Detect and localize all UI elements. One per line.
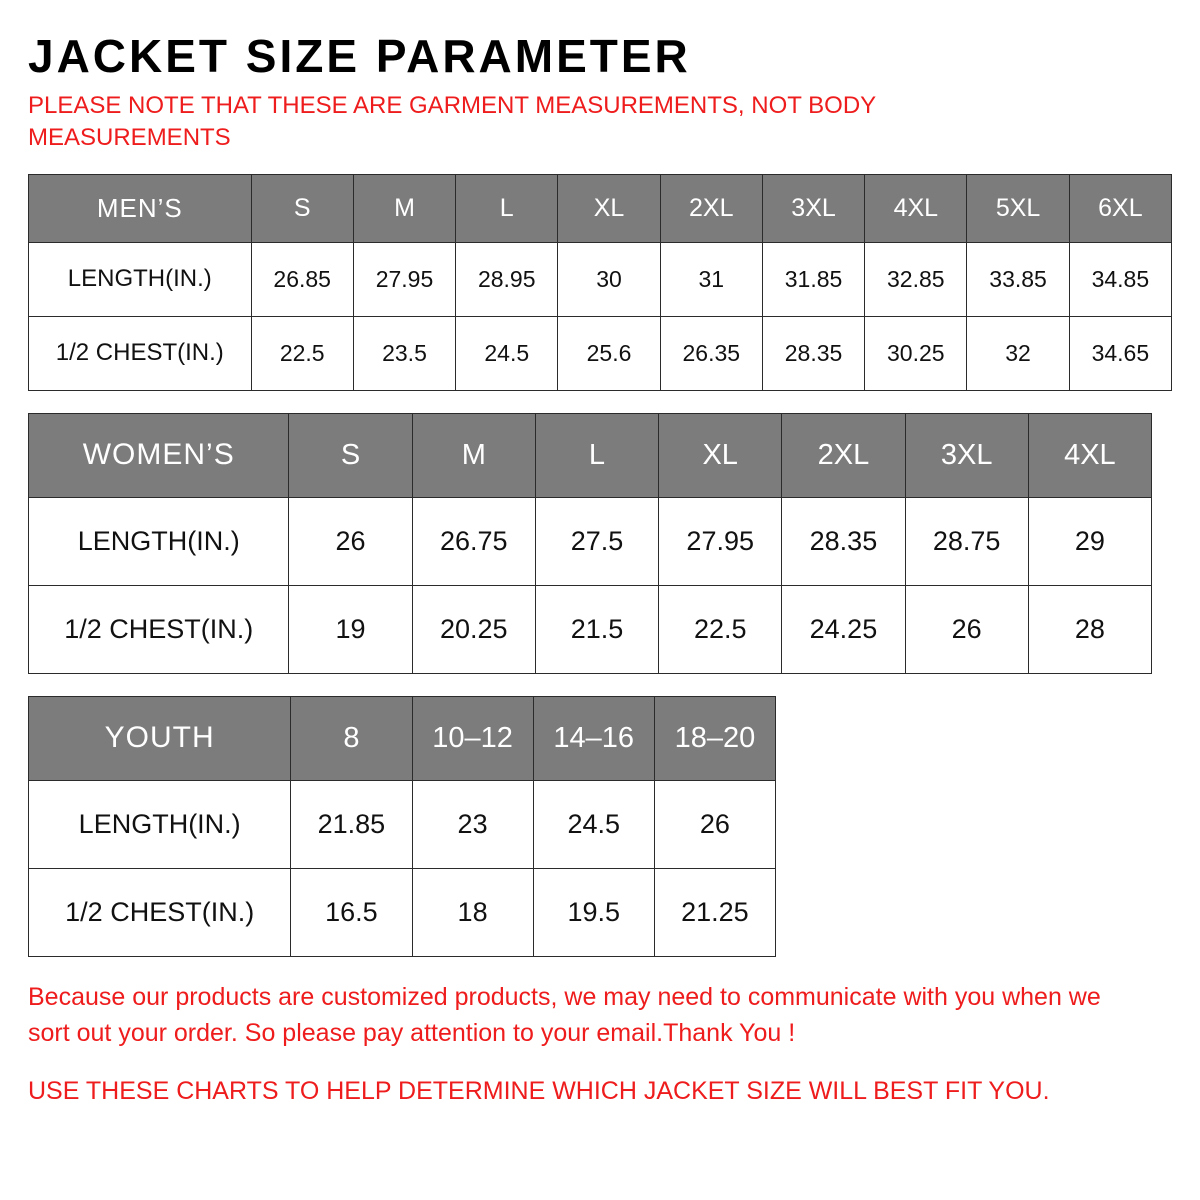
- womens-size-table: [28, 413, 1152, 674]
- measurement-note: PLEASE NOTE THAT THESE ARE GARMENT MEASUREMENTS, NOT BODY MEASUREMENTS: [28, 92, 876, 151]
- column-header-size: 4XL: [1028, 413, 1151, 497]
- table-cell: 30: [558, 242, 660, 316]
- row-label: 1/2 CHEST(IN.): [29, 316, 252, 390]
- row-label: LENGTH(IN.): [29, 780, 291, 868]
- table-cell: 28.35: [782, 497, 905, 585]
- column-header-size: L: [535, 413, 658, 497]
- table-row: [29, 868, 776, 956]
- table-cell: 26.85: [251, 242, 353, 316]
- column-header-size: 8: [291, 696, 412, 780]
- table-cell: 28.35: [762, 316, 864, 390]
- column-header-size: S: [251, 174, 353, 242]
- table-cell: 27.5: [535, 497, 658, 585]
- table-cell: 22.5: [251, 316, 353, 390]
- table-cell: 24.25: [782, 585, 905, 673]
- column-header-size: XL: [558, 174, 660, 242]
- column-header-size: 5XL: [967, 174, 1069, 242]
- table-cell: 24.5: [533, 780, 654, 868]
- column-header-size: 6XL: [1069, 174, 1171, 242]
- table-cell: 19.5: [533, 868, 654, 956]
- table-cell: 34.85: [1069, 242, 1171, 316]
- mens-header-label: MEN’S: [29, 174, 252, 242]
- table-row: [29, 242, 1172, 316]
- table-row: [29, 585, 1152, 673]
- column-header-size: 3XL: [762, 174, 864, 242]
- column-header-size: 18–20: [654, 696, 775, 780]
- table-cell: 32: [967, 316, 1069, 390]
- column-header-size: L: [456, 174, 558, 242]
- column-header-size: XL: [659, 413, 782, 497]
- table-cell: 26.75: [412, 497, 535, 585]
- column-header-size: 3XL: [905, 413, 1028, 497]
- table-cell: 34.65: [1069, 316, 1171, 390]
- table-cell: 23: [412, 780, 533, 868]
- table-row: [29, 780, 776, 868]
- table-cell: 31: [660, 242, 762, 316]
- page-title: JACKET SIZE PARAMETER: [28, 30, 691, 82]
- table-cell: 30.25: [865, 316, 967, 390]
- customization-note: Because our products are customized products, we may need to communicate with you when we sort out your order. So please pay attention to your email.Thank You !: [28, 982, 1101, 1047]
- table-cell: 28.95: [456, 242, 558, 316]
- table-cell: 26: [289, 497, 412, 585]
- charts-usage-note: USE THESE CHARTS TO HELP DETERMINE WHICH JACKET SIZE WILL BEST FIT YOU.: [28, 1077, 1050, 1106]
- table-row: [29, 497, 1152, 585]
- column-header-size: 2XL: [660, 174, 762, 242]
- table-cell: 27.95: [659, 497, 782, 585]
- table-cell: 23.5: [353, 316, 455, 390]
- row-label: LENGTH(IN.): [29, 242, 252, 316]
- column-header-size: 10–12: [412, 696, 533, 780]
- table-cell: 32.85: [865, 242, 967, 316]
- table-row: [29, 316, 1172, 390]
- table-header-row: [29, 696, 776, 780]
- table-header-row: [29, 413, 1152, 497]
- row-label: 1/2 CHEST(IN.): [29, 585, 289, 673]
- table-cell: 26: [905, 585, 1028, 673]
- column-header-size: 14–16: [533, 696, 654, 780]
- column-header-size: 4XL: [865, 174, 967, 242]
- table-cell: 25.6: [558, 316, 660, 390]
- table-cell: 16.5: [291, 868, 412, 956]
- column-header-size: M: [412, 413, 535, 497]
- row-label: 1/2 CHEST(IN.): [29, 868, 291, 956]
- mens-size-table: [28, 174, 1172, 391]
- table-header-row: [29, 174, 1172, 242]
- table-cell: 21.25: [654, 868, 775, 956]
- column-header-size: M: [353, 174, 455, 242]
- table-cell: 26.35: [660, 316, 762, 390]
- table-cell: 28: [1028, 585, 1151, 673]
- table-cell: 21.85: [291, 780, 412, 868]
- row-label: LENGTH(IN.): [29, 497, 289, 585]
- youth-size-table: [28, 696, 776, 957]
- table-cell: 19: [289, 585, 412, 673]
- table-cell: 22.5: [659, 585, 782, 673]
- table-cell: 29: [1028, 497, 1151, 585]
- column-header-size: S: [289, 413, 412, 497]
- table-cell: 18: [412, 868, 533, 956]
- youth-header-label: YOUTH: [29, 696, 291, 780]
- table-cell: 21.5: [535, 585, 658, 673]
- table-cell: 31.85: [762, 242, 864, 316]
- table-cell: 33.85: [967, 242, 1069, 316]
- table-cell: 26: [654, 780, 775, 868]
- column-header-size: 2XL: [782, 413, 905, 497]
- table-cell: 20.25: [412, 585, 535, 673]
- table-cell: 24.5: [456, 316, 558, 390]
- table-cell: 27.95: [353, 242, 455, 316]
- womens-header-label: WOMEN’S: [29, 413, 289, 497]
- table-cell: 28.75: [905, 497, 1028, 585]
